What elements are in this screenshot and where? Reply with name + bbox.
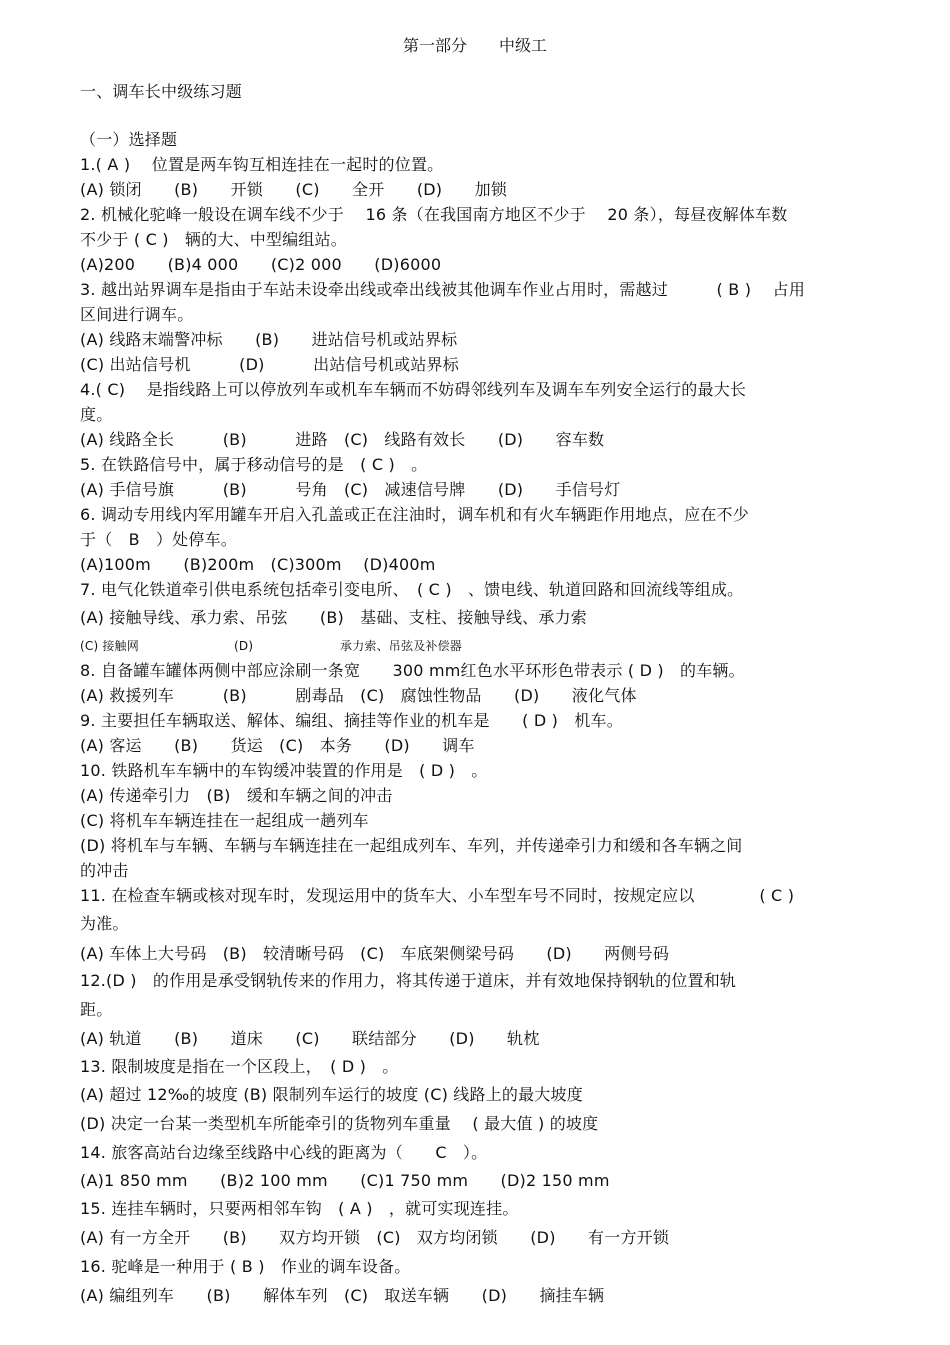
text-line: 15. 连挂车辆时，只要两相邻车钩 ( A ) ，就可实现连挂。 <box>80 1199 519 1218</box>
text-line: 13. 限制坡度是指在一个区段上， ( D ) 。 <box>80 1057 399 1076</box>
text-line: 距。 <box>80 1000 113 1019</box>
text-line: 7. 电气化铁道牵引供电系统包括牵引变电所、 ( C ) 、馈电线、轨道回路和回流线等组成。 <box>80 580 744 599</box>
text-line: 11. 在检查车辆或核对现车时，发现运用中的货车大、小车型车号不同时，按规定应以 ( C ) <box>80 886 795 905</box>
text-line: (A) 接触导线、承力索、吊弦 (B) 基础、支柱、接触导线、承力索 <box>80 608 587 627</box>
text-line: (A) 有一方全开 (B) 双方均开锁 (C) 双方均闭锁 (D) 有一方开锁 <box>80 1228 670 1247</box>
text-line: (C) 出站信号机 (D) 出站信号机或站界标 <box>80 355 459 374</box>
text-line: 4.( C) 是指线路上可以停放列车或机车车辆而不妨碍邻线列车及调车车列安全运行的最大长 <box>80 380 747 399</box>
text-line: (A) 线路末端警冲标 (B) 进站信号机或站界标 <box>80 330 458 349</box>
option-label: (D) <box>234 639 254 653</box>
text-line: 10. 铁路机车车辆中的车钩缓冲装置的作用是 ( D ) 。 <box>80 761 488 780</box>
text-line: (A)200 (B)4 000 (C)2 000 (D)6000 <box>80 255 442 274</box>
text-line: (A) 救援列车 (B) 剧毒品 (C) 腐蚀性物品 (D) 液化气体 <box>80 686 637 705</box>
text-line: (A) 客运 (B) 货运 (C) 本务 (D) 调车 <box>80 736 475 755</box>
text-line: 6. 调动专用线内军用罐车开启入孔盖或正在注油时，调车机和有火车辆距作用地点，应在不少 <box>80 505 749 524</box>
text-line: 2. 机械化驼峰一般设在调车线不少于 16 条（在我国南方地区不少于 20 条），每昼夜解体车数 <box>80 205 788 224</box>
text-line: 12.(D ) 的作用是承受钢轨传来的作用力，将其传递于道床，并有效地保持钢轨的位置和轨 <box>80 971 737 990</box>
subsection-heading: （一）选择题 <box>80 130 178 149</box>
text-line: (A) 编组列车 (B) 解体车列 (C) 取送车辆 (D) 摘挂车辆 <box>80 1286 605 1305</box>
text-line: (A)100m (B)200m (C)300m (D)400m <box>80 555 436 574</box>
page-title: 第一部分 中级工 <box>402 36 547 55</box>
text-line: 16. 驼峰是一种用于 ( B ) 作业的调车设备。 <box>80 1257 411 1276</box>
text-line: 14. 旅客高站台边缘至线路中心线的距离为（ C ）。 <box>80 1143 488 1162</box>
text-line: (A) 传递牵引力 (B) 缓和车辆之间的冲击 <box>80 786 393 805</box>
text-line: (A) 轨道 (B) 道床 (C) 联结部分 (D) 轨枕 <box>80 1029 540 1048</box>
text-line: (A) 手信号旗 (B) 号角 (C) 减速信号牌 (D) 手信号灯 <box>80 480 621 499</box>
text-line: 不少于 ( C ) 辆的大、中型编组站。 <box>80 230 347 249</box>
section-heading: 一、调车长中级练习题 <box>80 82 243 101</box>
text-line: 1.( A ) 位置是两车钩互相连挂在一起时的位置。 <box>80 155 444 174</box>
text-line: (A)1 850 mm (B)2 100 mm (C)1 750 mm (D)2 150 mm <box>80 1171 610 1190</box>
text-line: 的冲击 <box>80 861 129 880</box>
text-line: (D) 决定一台某一类型机车所能牵引的货物列车重量 ( 最大值 ) 的坡度 <box>80 1114 599 1133</box>
text-line: 度。 <box>80 405 113 424</box>
text-line: 于（ B ）处停车。 <box>80 530 237 549</box>
text-line: (C) 将机车车辆连挂在一起组成一趟列车 <box>80 811 369 830</box>
text-line: (A) 超过 12‰的坡度 (B) 限制列车运行的坡度 (C) 线路上的最大坡度 <box>80 1085 583 1104</box>
text-line: 8. 自备罐车罐体两侧中部应涂刷一条宽 300 mm红色水平环形色带表示 ( D ) 的车辆。 <box>80 661 745 680</box>
text-line: 区间进行调车。 <box>80 305 194 324</box>
text-line: (D) 将机车与车辆、车辆与车辆连挂在一起组成列车、车列，并传递牵引力和缓和各车辆之间 <box>80 836 743 855</box>
text-line: (A) 锁闭 (B) 开锁 (C) 全开 (D) 加锁 <box>80 180 508 199</box>
text-line: 5. 在铁路信号中，属于移动信号的是 ( C ) 。 <box>80 455 428 474</box>
text-line: 为准。 <box>80 914 129 933</box>
text-line: (A) 车体上大号码 (B) 较清晰号码 (C) 车底架侧梁号码 (D) 两侧号码 <box>80 944 670 963</box>
text-line: (A) 线路全长 (B) 进路 (C) 线路有效长 (D) 容车数 <box>80 430 605 449</box>
text-line: (C) 接触网 <box>80 639 139 653</box>
text-line: 3. 越出站界调车是指由于车站未设牵出线或牵出线被其他调车作业占用时，需越过 ( B ) 占用 <box>80 280 806 299</box>
option-text: 承力索、吊弦及补偿器 <box>340 639 463 653</box>
text-line: 9. 主要担任车辆取送、解体、编组、摘挂等作业的机车是 ( D ) 机车。 <box>80 711 623 730</box>
